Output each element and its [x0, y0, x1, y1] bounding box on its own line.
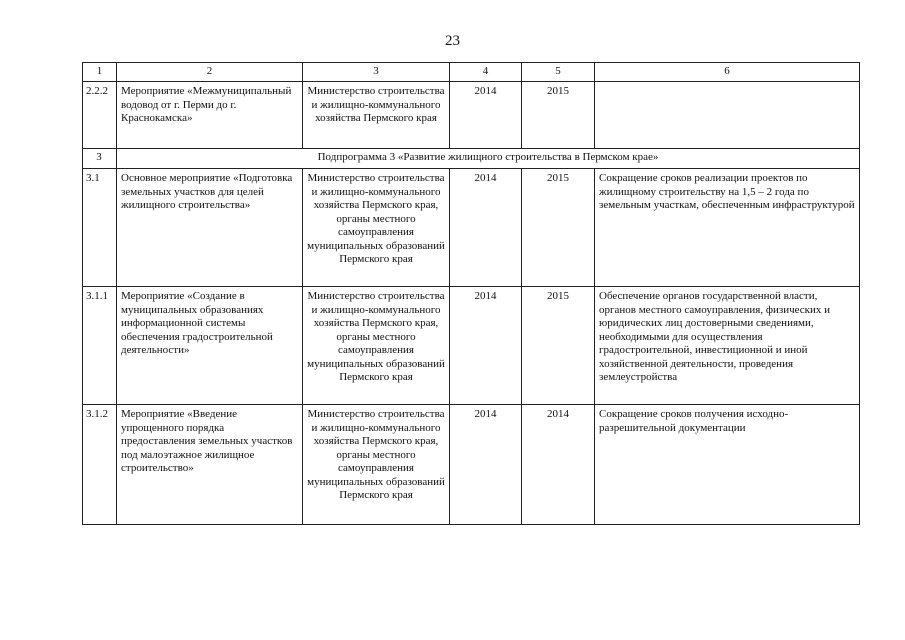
end-year: 2015 [522, 169, 595, 287]
table-row [83, 405, 860, 525]
end-year: 2014 [522, 405, 595, 525]
subprogram-title: Подпрограмма 3 «Развитие жилищного строительства в Пермском крае» [117, 149, 860, 169]
activity-name: Основное мероприятие «Подготовка земельных участков для целей жилищного строительства» [117, 169, 303, 287]
row-number: 3.1 [83, 169, 117, 287]
row-number: 3.1.1 [83, 287, 117, 405]
row-number: 2.2.2 [83, 82, 117, 149]
header-cell: 1 [83, 63, 117, 82]
subprogram-row [83, 149, 860, 169]
header-cell: 3 [303, 63, 450, 82]
page-number: 23 [445, 33, 460, 49]
header-cell: 2 [117, 63, 303, 82]
table-row [83, 287, 860, 405]
start-year: 2014 [450, 405, 522, 525]
plan-table [82, 62, 860, 525]
start-year: 2014 [450, 287, 522, 405]
executor: Министерство строительства и жилищно-коммунального хозяйства Пермского края, органы местного самоуправления муниципальных образований Пермского края [303, 405, 450, 525]
table-header-row [83, 63, 860, 82]
header-cell: 5 [522, 63, 595, 82]
subprogram-number: 3 [83, 149, 117, 169]
header-cell: 6 [595, 63, 860, 82]
expected-result: Сокращение сроков получения исходно-разрешительной документации [595, 405, 860, 525]
executor: Министерство строительства и жилищно-коммунального хозяйства Пермского края [303, 82, 450, 149]
header-cell: 4 [450, 63, 522, 82]
expected-result [595, 82, 860, 149]
activity-name: Мероприятие «Создание в муниципальных образованиях информационной системы обеспечения градостроительной деятельности» [117, 287, 303, 405]
executor: Министерство строительства и жилищно-коммунального хозяйства Пермского края, органы местного самоуправления муниципальных образований Пермского края [303, 287, 450, 405]
start-year: 2014 [450, 82, 522, 149]
end-year: 2015 [522, 82, 595, 149]
activity-name: Мероприятие «Межмуниципальный водовод от г. Перми до г. Краснокамска» [117, 82, 303, 149]
activity-name: Мероприятие «Введение упрощенного порядка предоставления земельных участков под малоэтажное жилищное строительство» [117, 405, 303, 525]
expected-result: Обеспечение органов государственной власти, органов местного самоуправления, физических и юридических лиц достоверными сведениями, необходимыми для осуществления градостроительной, инвестиционной и иной хозяйственной деятельности, проведения землеустройства [595, 287, 860, 405]
start-year: 2014 [450, 169, 522, 287]
executor: Министерство строительства и жилищно-коммунального хозяйства Пермского края, органы местного самоуправления муниципальных образований Пермского края [303, 169, 450, 287]
end-year: 2015 [522, 287, 595, 405]
table-row [83, 82, 860, 149]
row-number: 3.1.2 [83, 405, 117, 525]
expected-result: Сокращение сроков реализации проектов по жилищному строительству на 1,5 – 2 года по земельным участкам, обеспеченным инфраструктурой [595, 169, 860, 287]
table-row [83, 169, 860, 287]
